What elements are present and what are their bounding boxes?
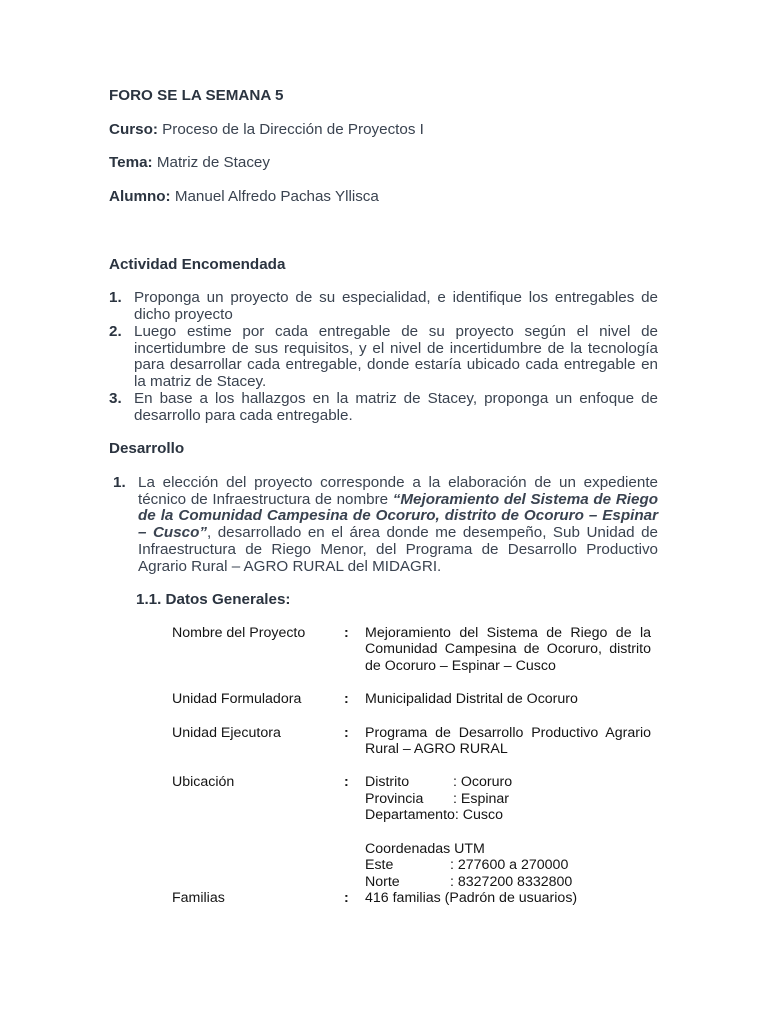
north-value: : 8327200 8332800 xyxy=(450,874,573,890)
development-line xyxy=(138,491,658,508)
activity-item-line: desarrollo para cada entregable. xyxy=(134,407,353,424)
activity-item-line: Luego estime por cada entregable de su proyecto según el nivel de xyxy=(134,323,658,340)
development-heading: Desarrollo xyxy=(109,440,185,457)
project-name-emphasis: – Cusco” xyxy=(138,524,207,541)
north-label: Norte xyxy=(365,874,400,890)
development-line xyxy=(138,524,658,541)
row-value: Rural – AGRO RURAL xyxy=(365,741,508,757)
activity-heading: Actividad Encomendada xyxy=(109,256,286,273)
east-value: : 277600 a 270000 xyxy=(450,857,569,873)
row-value: Comunidad Campesina de Ocoruro, distrito xyxy=(365,641,651,657)
activity-item-number: 3. xyxy=(109,390,122,407)
utm-title: Coordenadas UTM xyxy=(365,841,485,857)
topic-line xyxy=(109,154,270,171)
east-label: Este xyxy=(365,857,394,873)
activity-item-line: incertidumbre de sus requisitos, y el nivel de incertidumbre de la tecnología xyxy=(134,340,658,357)
row-label: Nombre del Proyecto xyxy=(172,625,306,641)
student-line xyxy=(109,188,379,205)
row-colon: : xyxy=(344,691,349,707)
province-label: Provincia xyxy=(365,791,424,807)
district-label: Distrito xyxy=(365,774,410,790)
document-title: FORO SE LA SEMANA 5 xyxy=(109,87,284,104)
row-value: Programa de Desarrollo Productivo Agrario xyxy=(365,725,651,741)
row-colon: : xyxy=(344,725,349,741)
activity-item-line: En base a los hallazgos en la matriz de Stacey, proponga un enfoque de xyxy=(134,390,658,407)
activity-item-number: 2. xyxy=(109,323,122,340)
row-label: Familias xyxy=(172,890,225,906)
row-label: Unidad Formuladora xyxy=(172,691,302,707)
activity-item-line: Proponga un proyecto de su especialidad, e identifique los entregables de xyxy=(134,289,658,306)
department-line: Departamento: Cusco xyxy=(365,807,504,823)
row-label: Unidad Ejecutora xyxy=(172,725,281,741)
development-line: Infraestructura de Riego Menor, del Programa de Desarrollo Productivo xyxy=(138,541,658,558)
general-data-heading: 1.1. Datos Generales: xyxy=(136,591,291,608)
row-colon: : xyxy=(344,774,349,790)
student-value: Manuel Alfredo Pachas Yllisca xyxy=(174,188,379,205)
row-value: de Ocoruro – Espinar – Cusco xyxy=(365,658,556,674)
activity-item-line: dicho proyecto xyxy=(134,306,233,323)
topic-label: Tema: xyxy=(109,154,153,171)
development-line: Agrario Rural – AGRO RURAL del MIDAGRI. xyxy=(138,558,442,575)
development-text: técnico de Infraestructura de nombre xyxy=(138,491,393,508)
project-name-emphasis: de la Comunidad Campesina de Ocoruro, distrito de Ocoruro – Espinar xyxy=(138,507,658,524)
province-value: : Espinar xyxy=(453,791,509,807)
activity-item-line: la matriz de Stacey. xyxy=(134,373,267,390)
project-name-emphasis: “Mejoramiento del Sistema de Riego xyxy=(392,491,659,508)
student-label: Alumno: xyxy=(109,188,171,205)
row-label: Ubicación xyxy=(172,774,235,790)
course-label: Curso: xyxy=(109,121,158,138)
row-value: Mejoramiento del Sistema de Riego de la xyxy=(365,625,651,641)
course-value: Proceso de la Dirección de Proyectos I xyxy=(162,121,424,138)
topic-value: Matriz de Stacey xyxy=(156,154,270,171)
course-line xyxy=(109,121,424,138)
activity-item-number: 1. xyxy=(109,289,122,306)
row-value: 416 familias (Padrón de usuarios) xyxy=(365,890,578,906)
row-value: Municipalidad Distrital de Ocoruro xyxy=(365,691,578,707)
district-value: : Ocoruro xyxy=(453,774,513,790)
development-line: La elección del proyecto corresponde a la elaboración de un expediente xyxy=(138,474,658,491)
development-text: , desarrollado en el área donde me desempeño, Sub Unidad de xyxy=(206,524,659,541)
row-colon: : xyxy=(344,890,349,906)
row-colon: : xyxy=(344,625,349,641)
activity-item-line: para desarrollar cada entregable, donde estaría ubicado cada entregable en xyxy=(134,356,658,373)
development-item-number: 1. xyxy=(113,474,126,491)
